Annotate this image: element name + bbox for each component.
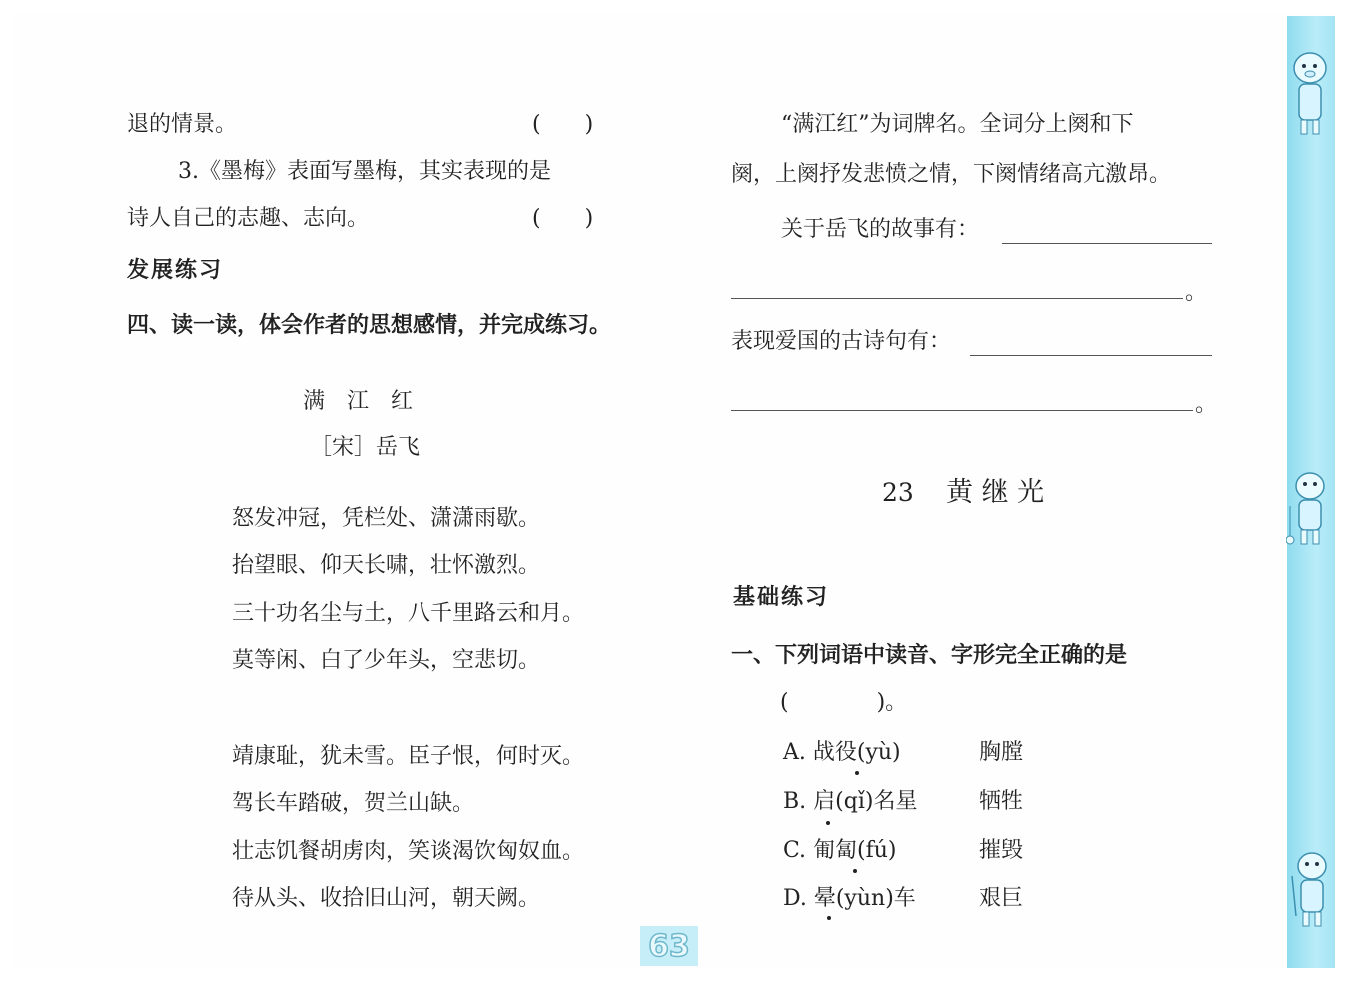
- emphasis-dot: [827, 916, 831, 920]
- option-a-label[interactable]: A. 战役(yù): [783, 740, 901, 765]
- poems-answer-line-2[interactable]: [731, 410, 1193, 411]
- option-c-label[interactable]: C. 匍匐(fú): [783, 838, 897, 863]
- cartoon-dog-icon: [1286, 473, 1324, 544]
- poem-line: 驾长车踏破，贺兰山缺。: [232, 791, 475, 816]
- lesson-title: 黄 继 光: [946, 477, 1045, 508]
- intro-line-2: 阕，上阕抒发悲愤之情，下阕情绪高亢激昂。: [731, 162, 1172, 187]
- cartoon-characters-icon: [1286, 16, 1336, 966]
- question-1: 一、下列词语中读音、字形完全正确的是: [731, 643, 1128, 668]
- question-4: 四、读一读，体会作者的思想感情，并完成练习。: [127, 313, 612, 338]
- poem-author: ［宋］岳飞: [310, 435, 421, 460]
- answer-paren-1[interactable]: ( ): [532, 112, 594, 137]
- option-a-word: 胸膛: [979, 740, 1024, 765]
- cartoon-pig-icon: [1294, 53, 1326, 134]
- stories-label: 关于岳飞的故事有：: [781, 217, 980, 242]
- poems-period: 。: [1195, 392, 1218, 417]
- emphasis-dot: [853, 869, 857, 873]
- lesson-number: 23: [882, 478, 914, 507]
- stories-period: 。: [1185, 280, 1208, 305]
- intro-line-1: “满江红”为词牌名。全词分上阕和下: [781, 112, 1134, 137]
- emphasis-dot: [826, 821, 830, 825]
- stories-answer-line-1[interactable]: [1002, 243, 1212, 244]
- option-b-label[interactable]: B. 启(qǐ)名星: [783, 789, 918, 814]
- section-header-develop: 发展练习: [127, 258, 224, 283]
- item-3-line-2: 诗人自己的志趣、志向。: [127, 206, 370, 231]
- poem-line: 壮志饥餐胡虏肉，笑谈渴饮匈奴血。: [232, 839, 585, 864]
- poem-line: 靖康耻，犹未雪。臣子恨，何时灭。: [232, 744, 585, 769]
- option-c-word: 摧毁: [979, 838, 1024, 863]
- stories-answer-line-2[interactable]: [731, 298, 1183, 299]
- cartoon-cat-icon: [1292, 853, 1326, 926]
- option-b-word: 牺牲: [979, 789, 1024, 814]
- answer-paren-q1[interactable]: ( )。: [780, 690, 908, 715]
- item-3-line-1: 3.《墨梅》表面写墨梅，其实表现的是: [178, 159, 551, 184]
- poems-answer-line-1[interactable]: [970, 355, 1212, 356]
- option-d-label[interactable]: D. 晕(yùn)车: [783, 886, 916, 911]
- option-d-word: 艰巨: [979, 886, 1024, 911]
- poems-label: 表现爱国的古诗句有：: [731, 329, 952, 354]
- poem-line: 怒发冲冠，凭栏处、潇潇雨歇。: [232, 506, 541, 531]
- poem-title: 满 江 红: [303, 389, 414, 414]
- poem-line: 三十功名尘与土，八千里路云和月。: [232, 601, 585, 626]
- page-number-badge: [640, 926, 698, 966]
- page-number: 63: [648, 928, 690, 964]
- answer-paren-3[interactable]: ( ): [532, 206, 594, 231]
- poem-line: 莫等闲、白了少年头，空悲切。: [232, 648, 541, 673]
- text-line-1: 退的情景。: [127, 112, 238, 137]
- emphasis-dot: [855, 771, 859, 775]
- poem-line: 待从头、收拾旧山河，朝天阙。: [232, 886, 541, 911]
- section-header-basic: 基础练习: [733, 585, 830, 610]
- poem-line: 抬望眼、仰天长啸，壮怀激烈。: [232, 553, 541, 578]
